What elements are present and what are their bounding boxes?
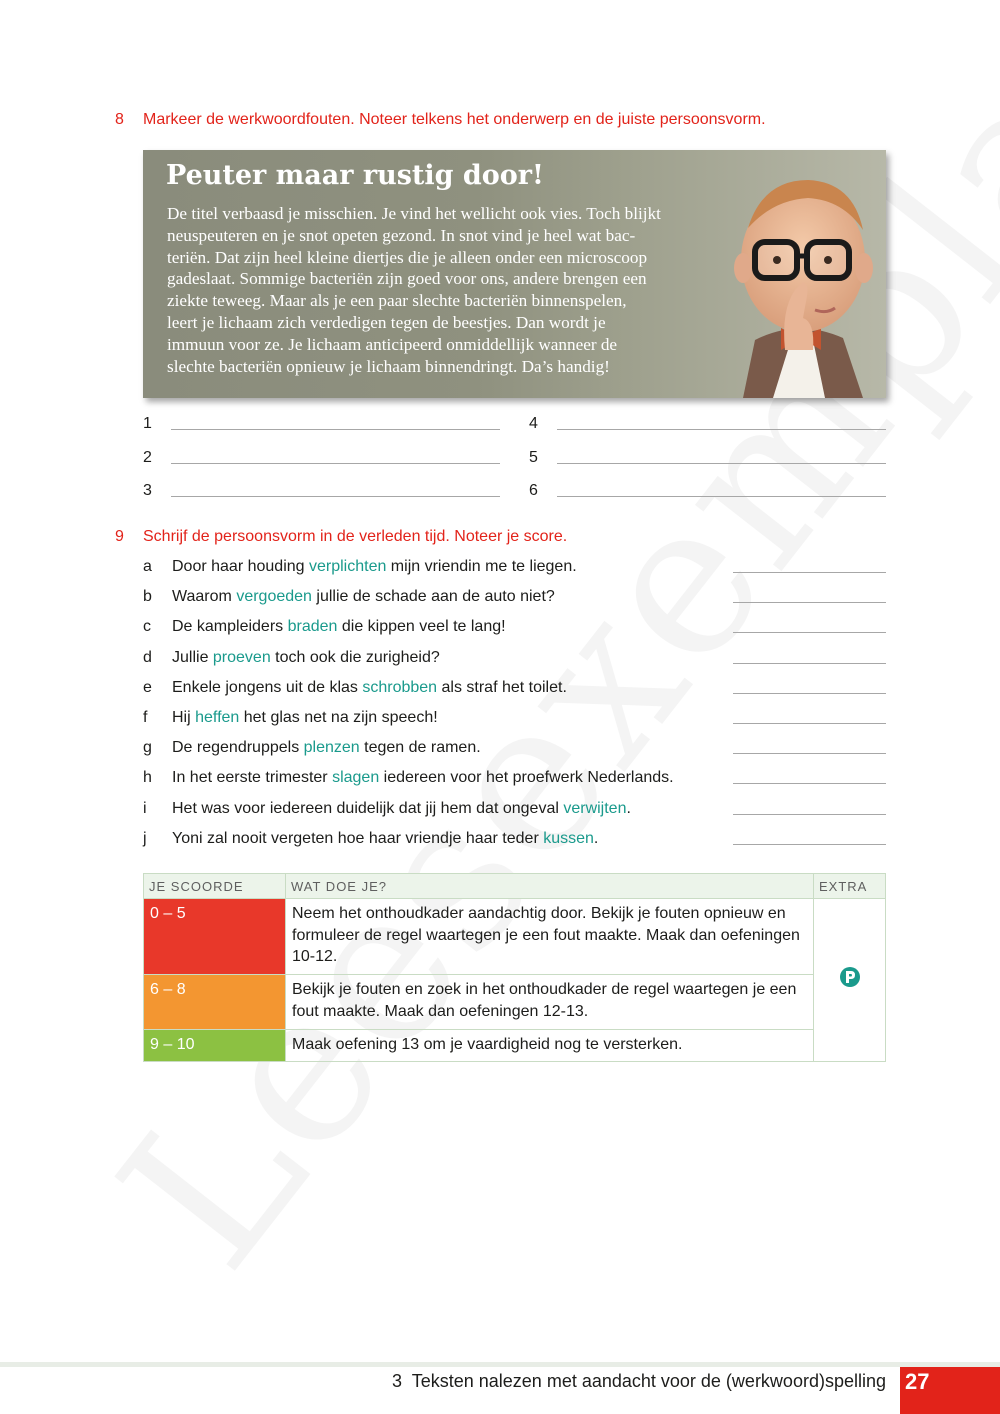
- item-letter: d: [143, 648, 152, 666]
- article-line: De titel verbaasd je misschien. Je vind het wellicht ook vies. Toch blijkt: [167, 204, 661, 223]
- answer-line[interactable]: [733, 814, 886, 815]
- item-letter: j: [143, 829, 147, 847]
- exercise-9-instruction: Schrijf de persoonsvorm in de verleden tijd. Noteer je score.: [143, 528, 568, 545]
- answer-number: 3: [143, 482, 152, 499]
- item-sentence: [172, 558, 577, 576]
- item-letter: c: [143, 618, 151, 636]
- answer-number: 4: [529, 415, 538, 432]
- score-range: 0 – 5: [144, 899, 286, 975]
- header-what-to-do: WAT DOE JE?: [286, 874, 814, 899]
- item-sentence: [172, 618, 506, 636]
- answer-line[interactable]: [557, 496, 886, 497]
- answer-line[interactable]: [733, 693, 886, 694]
- sentence-after: iedereen voor het proefwerk Nederlands.: [379, 769, 674, 787]
- article-line: slechte bacteriën opnieuw je lichaam binnendringt. Da’s handig!: [167, 356, 610, 376]
- score-range: 6 – 8: [144, 975, 286, 1030]
- sentence-before: De regendruppels: [172, 739, 304, 757]
- item-letter: h: [143, 769, 152, 787]
- sentence-before: De kampleiders: [172, 618, 288, 636]
- item-letter: g: [143, 739, 152, 757]
- sentence-before: In het eerste trimester: [172, 769, 333, 787]
- answer-line[interactable]: [733, 572, 886, 573]
- footer-chapter-title: 3 Teksten nalezen met aandacht voor de (werkwoord)spelling: [392, 1371, 886, 1391]
- score-row: [144, 899, 886, 975]
- answer-line[interactable]: [171, 429, 500, 430]
- score-advice: Neem het onthoudkader aandachtig door. Bekijk je fouten opnieuw en formuleer de regel waartegen je een fout maakte. Maak dan oefeningen 10-12.: [286, 899, 814, 975]
- sentence-verb: slagen: [332, 769, 380, 787]
- sentence-verb: schrobben: [362, 678, 438, 696]
- answer-number: 5: [529, 449, 538, 466]
- item-sentence: [172, 800, 631, 818]
- item-letter: f: [143, 709, 148, 726]
- article-line: teriën. Dat zijn heel kleine diertjes die je alleen onder een microscoop: [167, 247, 648, 267]
- sentence-verb: kussen: [543, 829, 594, 847]
- answer-line[interactable]: [557, 463, 886, 464]
- article-line: leert je lichaam zich verdedigen tegen de beestjes. Dan wordt je: [167, 312, 606, 332]
- article-box: [143, 150, 886, 398]
- answer-line[interactable]: [171, 463, 500, 464]
- sentence-after: toch ook die zurigheid?: [270, 648, 440, 666]
- answer-number: 6: [529, 482, 538, 499]
- article-line: gadeslaat. Sommige bacteriën zijn goed voor ons, andere brengen een: [167, 269, 647, 289]
- sentence-before: Enkele jongens uit de klas: [172, 678, 363, 696]
- score-advice: Bekijk je fouten en zoek in het onthoudkader de regel waartegen je een fout maakte. Maak dan oefeningen 12-13.: [286, 975, 814, 1030]
- item-sentence: [172, 709, 438, 727]
- article-title: Peuter maar rustig door!: [166, 160, 544, 191]
- sentence-verb: vergoeden: [236, 588, 312, 606]
- toddler-photo: [703, 150, 886, 398]
- item-sentence: [172, 739, 481, 757]
- sentence-verb: verwijten: [563, 799, 627, 817]
- sentence-after: die kippen veel te lang!: [337, 618, 506, 636]
- score-row: [144, 1030, 886, 1062]
- answer-line[interactable]: [733, 632, 886, 633]
- sentence-after: als straf het toilet.: [437, 678, 567, 696]
- sentence-before: Door haar houding: [172, 558, 309, 575]
- answer-number: 2: [143, 449, 152, 466]
- sentence-verb: braden: [287, 618, 338, 636]
- header-score: JE SCOORDE: [144, 874, 286, 899]
- score-range: 9 – 10: [144, 1030, 286, 1062]
- sentence-verb: proeven: [212, 648, 271, 666]
- answer-line[interactable]: [733, 723, 886, 724]
- sentence-after: jullie de schade aan de auto niet?: [311, 588, 555, 606]
- sentence-before: Waarom: [172, 588, 237, 606]
- header-extra: EXTRA: [814, 874, 886, 899]
- sentence-verb: heffen: [195, 709, 240, 726]
- item-sentence: [172, 588, 555, 606]
- sentence-before: Yoni zal nooit vergeten hoe haar vriendje haar teder: [172, 829, 544, 847]
- answer-number: 1: [143, 415, 152, 432]
- score-advice: Maak oefening 13 om je vaardigheid nog te versterken.: [286, 1030, 814, 1062]
- answer-line[interactable]: [733, 844, 886, 845]
- extra-cell: [814, 899, 886, 1062]
- answer-line[interactable]: [733, 602, 886, 603]
- item-letter: a: [143, 558, 152, 575]
- item-letter: i: [143, 799, 147, 817]
- item-letter: e: [143, 678, 152, 696]
- exercise-9-number: 9: [115, 528, 124, 545]
- exercise-8-number: 8: [115, 111, 124, 128]
- sentence-verb: verplichten: [308, 558, 387, 575]
- answer-line[interactable]: [733, 783, 886, 784]
- article-line: immuun voor ze. Je lichaam anticipeerd onmiddellijk wanneer de: [167, 334, 618, 354]
- sentence-after: .: [626, 799, 631, 817]
- article-line: neuspeuteren en je snot opeten gezond. In snot vind je heel wat bac-: [167, 225, 636, 245]
- sentence-after: mijn vriendin me te liegen.: [386, 558, 577, 575]
- answer-line[interactable]: [557, 429, 886, 430]
- answer-line[interactable]: [733, 753, 886, 754]
- article-body: [167, 203, 727, 377]
- sentence-after: .: [593, 829, 599, 847]
- pelckmans-p-icon[interactable]: [839, 966, 861, 988]
- sentence-before: Jullie: [172, 648, 213, 666]
- item-sentence: [172, 769, 674, 787]
- sentence-after: tegen de ramen.: [359, 739, 481, 757]
- answer-line[interactable]: [171, 496, 500, 497]
- item-letter: b: [143, 588, 152, 606]
- sentence-before: Hij: [172, 709, 196, 726]
- exercise-8-instruction: Markeer de werkwoordfouten. Noteer telkens het onderwerp en de juiste persoonsvorm.: [143, 111, 766, 128]
- score-table: [143, 873, 886, 1062]
- item-sentence: [172, 679, 567, 697]
- sentence-before: Het was voor iedereen duidelijk dat jij hem dat ongeval: [172, 799, 564, 817]
- score-row: [144, 975, 886, 1030]
- sentence-verb: plenzen: [303, 739, 360, 757]
- article-line: ziekte teweeg. Maar als je een paar slechte bacteriën binnenspelen,: [167, 291, 627, 311]
- item-sentence: [172, 649, 440, 667]
- page-number: 27: [900, 1367, 1000, 1414]
- footer-rule: [0, 1362, 1000, 1367]
- answer-line[interactable]: [733, 663, 886, 664]
- sentence-after: het glas net na zijn speech!: [239, 709, 438, 726]
- item-sentence: [172, 830, 598, 848]
